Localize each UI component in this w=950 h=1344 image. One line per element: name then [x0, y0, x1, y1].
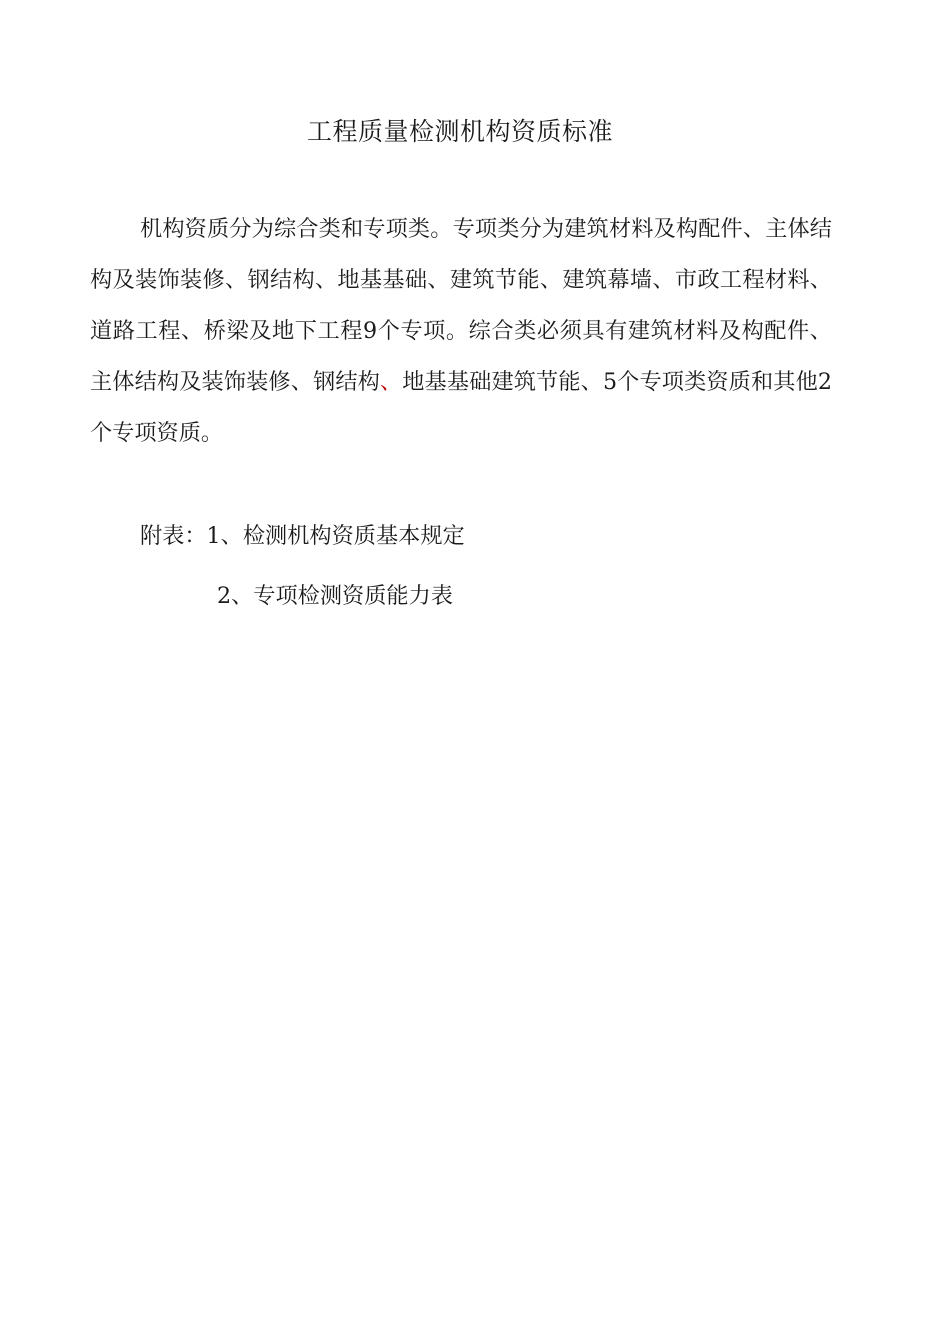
appendix-line-1: 附表：1、检测机构资质基本规定 — [140, 523, 465, 549]
paragraph-text-part-1: 机构资质分为综合类和专项类。专项类分为建筑材料及构配件、主体结构及装饰装修、钢结构、地基基础、建筑节能、建筑幕墙、市政工程材料、道路工程、桥梁及地下工程9个专项。综合类必须具有建筑材料及构配件、主体结构及装饰装修、钢结构 — [90, 216, 832, 395]
document-title: 工程质量检测机构资质标准 — [306, 117, 613, 146]
appendix-line-2: 2、专项检测资质能力表 — [217, 583, 453, 609]
red-punctuation-mark: 、 — [379, 369, 403, 395]
paragraph-text-part-2: 地基基础建筑节能、5个专项类资质和其他2个专项资质。 — [90, 369, 833, 446]
body-paragraph — [90, 204, 832, 459]
